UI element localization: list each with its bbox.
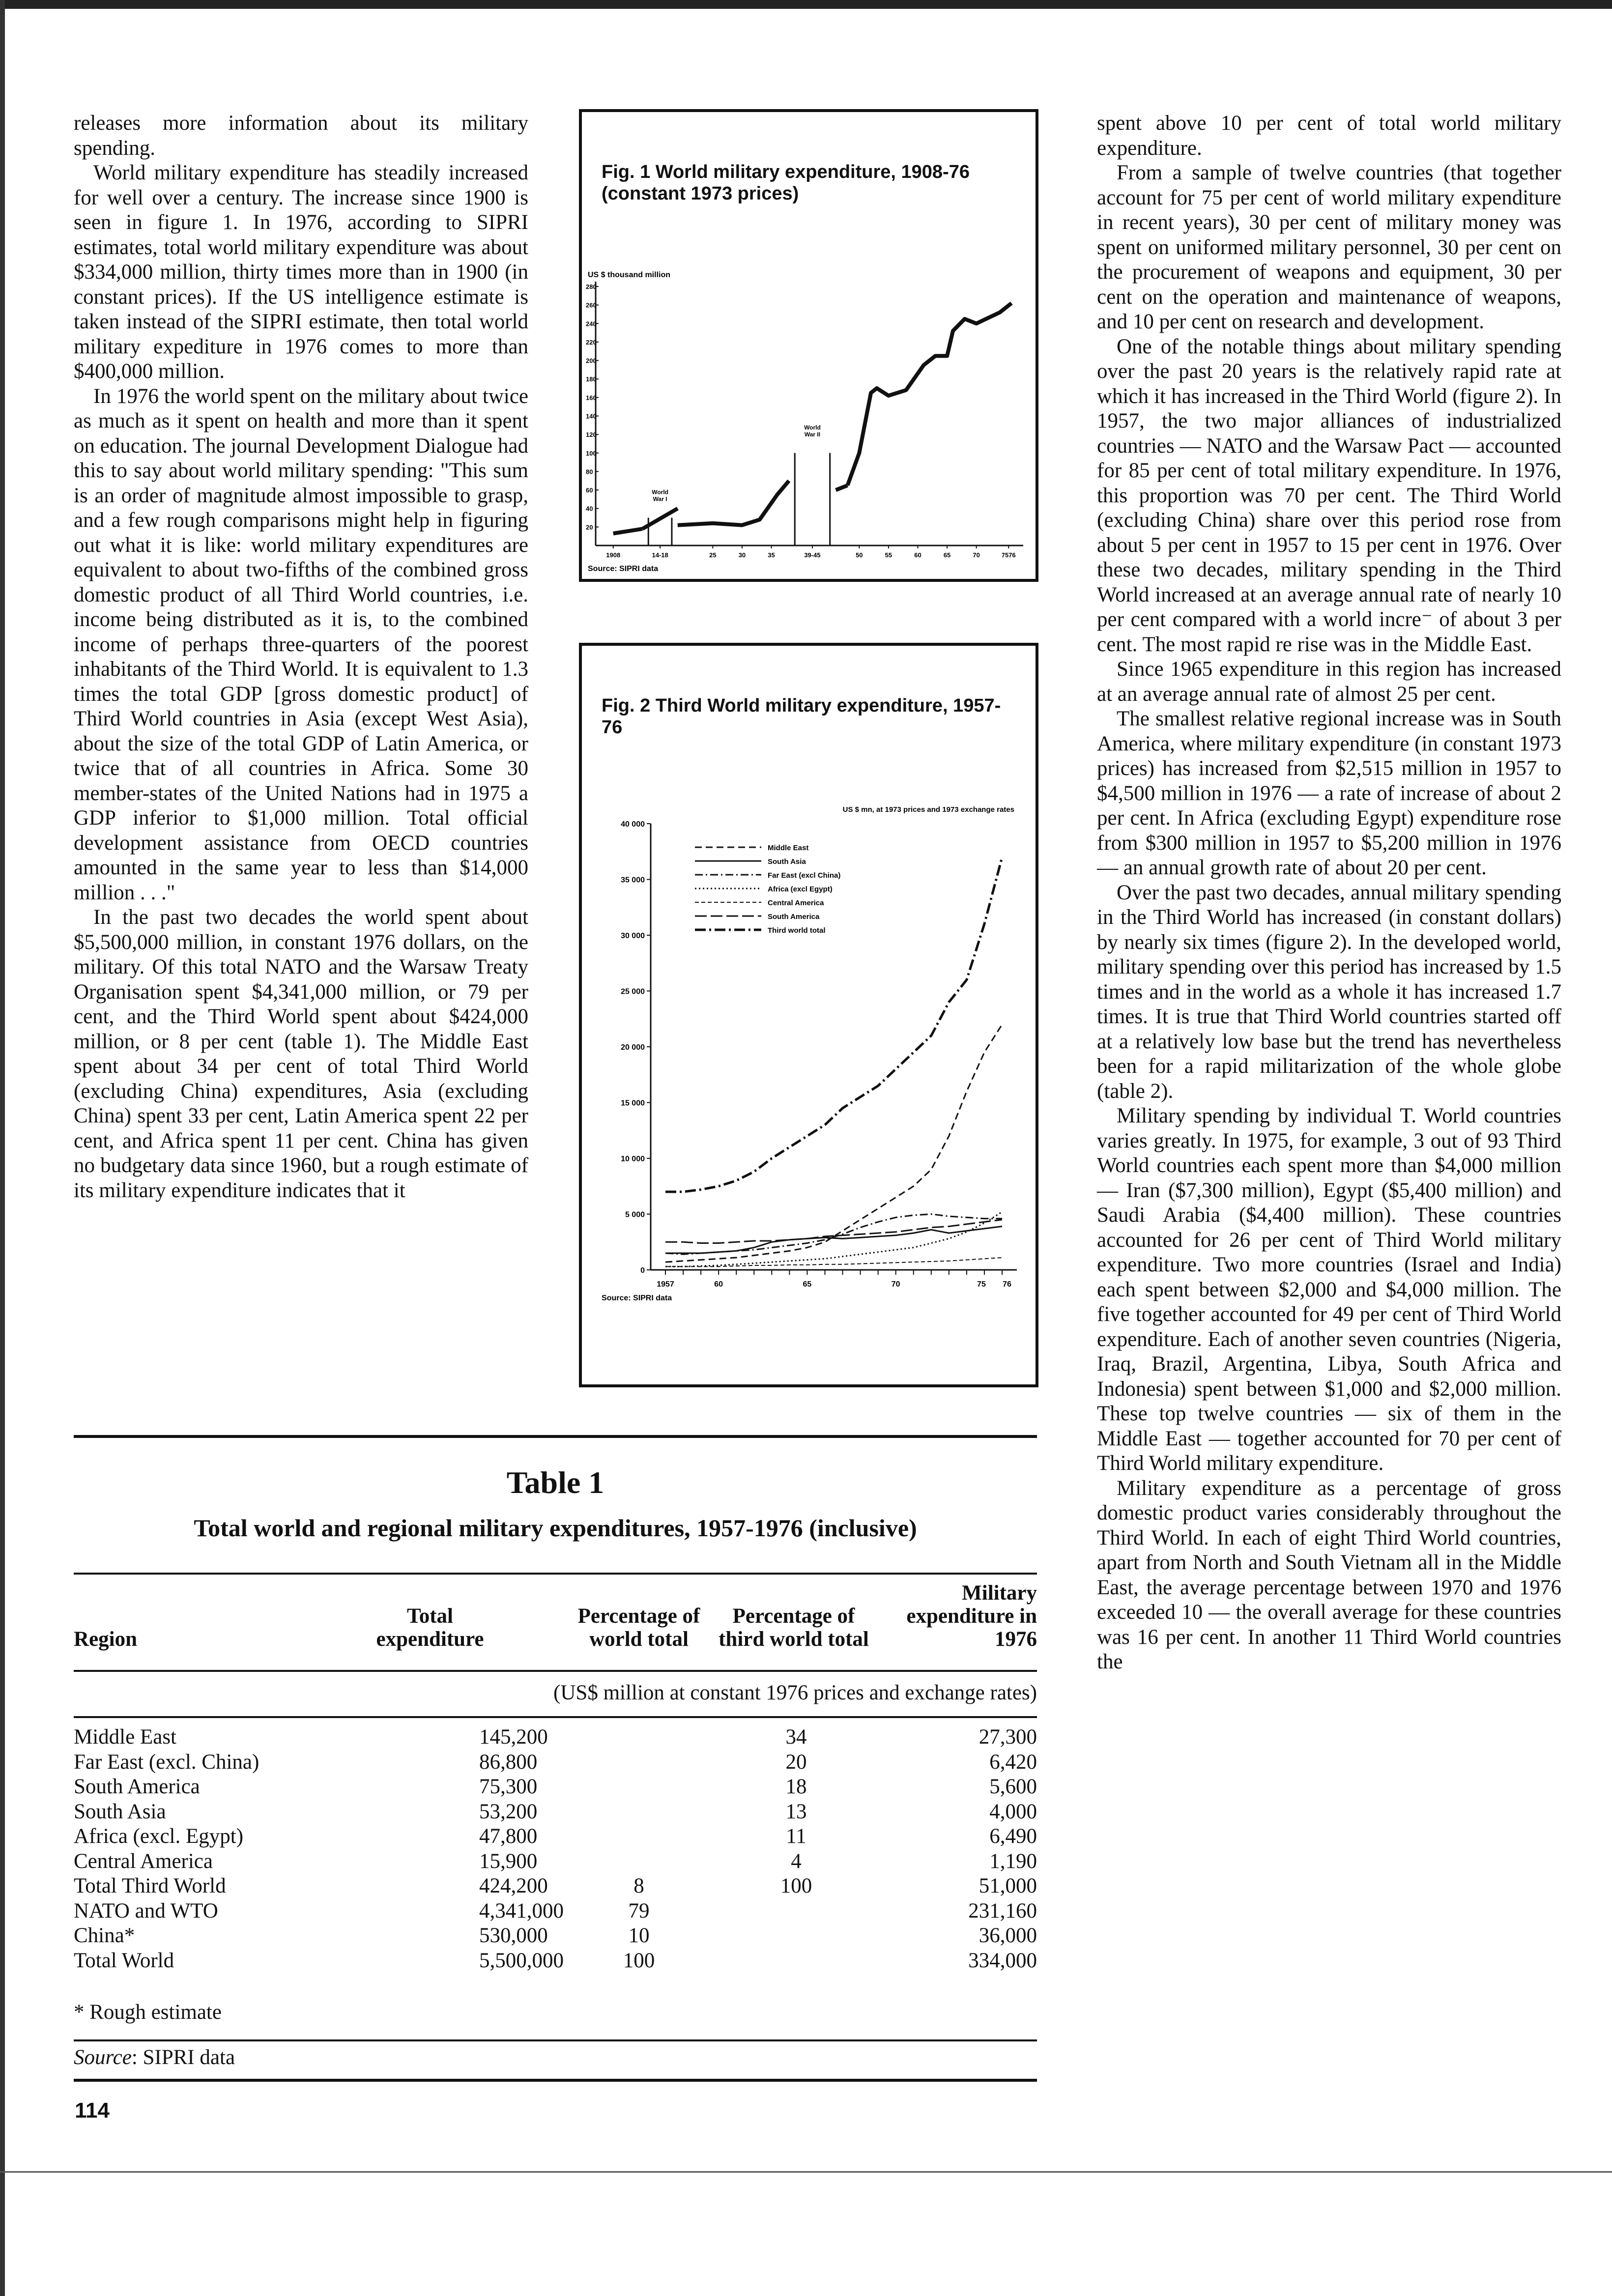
cell-pct-third: 4 bbox=[791, 1849, 802, 1873]
legend-entry: Third world total bbox=[768, 926, 826, 935]
table-units-rule bbox=[74, 1670, 1037, 1672]
paragraph: One of the notable things about military spending over the past 20 years is the relatively rapid rate at which it has increased in the Third World (figure 2). In 1957, the two major alliances of industrialized countries — NATO and the Warsaw Pact — accounted for 85 per cent of total military expenditure. In 1976, this proportion was 70 per cent. The Third World (excluding China) share over this period rose from about 5 per cent in 1957 to 15 per cent in 1976. Over these two decades, military spending in the Third World increased at an average annual rate of nearly 10 per cent compared with a world incre⁻ of about 3 per cent. The most rapid re rise was in the Middle East. bbox=[1097, 335, 1561, 656]
paragraph: Military spending by individual T. World countries varies greatly. In 1975, for example, 3 out of 93 Third World countries each spent more than $4,000 million — Iran ($7,300 million), Egypt ($5,400 million) and Saudi Arabia ($4,400 million). These countries accounted for 26 per cent of Third World military expenditure. Two more countries (Israel and India) each spent between $2,000 and $4,000 million. The five together accounted for 49 per cent of Third World expenditure. Each of another seven countries (Nigeria, Iraq, Brazil, Argentina, Libya, South Africa and Indonesia) spent between $1,000 and $2,000 million. These top twelve countries — six of them in the Middle East — together accounted for 70 per cent of Third World military expenditure. bbox=[1097, 1104, 1561, 1475]
y-tick-label: 180 bbox=[586, 375, 597, 383]
table-header-rule bbox=[74, 1573, 1037, 1575]
expenditure-line bbox=[678, 481, 789, 525]
legend-entry: South Asia bbox=[768, 858, 806, 866]
cell-mil-1976: 51,000 bbox=[979, 1874, 1037, 1897]
table-source-text: : SIPRI data bbox=[131, 2046, 235, 2069]
y-tick-label: 30 000 bbox=[621, 932, 645, 940]
y-tick-label: 25 000 bbox=[621, 987, 645, 996]
header-mil-1976: Military expenditure in 1976 bbox=[906, 1581, 1037, 1651]
x-tick-label: 1957 bbox=[657, 1280, 674, 1289]
war-label: War II bbox=[804, 430, 821, 438]
x-tick-label: 76 bbox=[1003, 1280, 1011, 1289]
table-title: Total world and regional military expenditures, 1957-1976 (inclusive) bbox=[194, 1514, 917, 1542]
war-label: World bbox=[652, 488, 668, 496]
expenditure-line bbox=[613, 529, 643, 533]
war-label: World bbox=[804, 424, 821, 431]
table-number: Table 1 bbox=[506, 1465, 604, 1500]
y-tick-label: 0 bbox=[640, 1266, 645, 1275]
cell-mil-1976: 4,000 bbox=[989, 1800, 1037, 1823]
table-units: (US$ million at constant 1976 prices and exchange rates) bbox=[553, 1681, 1037, 1704]
cell-region: Africa (excl. Egypt) bbox=[74, 1825, 244, 1848]
paragraph: In 1976 the world spent on the military about twice as much as it spent on health and more than it spent on education. The journal Development Dialogue had this to say about world military spending: "This sum is an order of magnitude almost impossible to grasp, and a few rough comparisons might help in figuring out what it is like: world military expenditures are equivalent to about two-fifths of the combined gross domestic product of all Third World countries, i.e. income being distributed as it is, to the combined income of perhaps three-quarters of the poorest inhabitants of the Third World. It is equivalent to 1.3 times the total GDP [gross domestic product] of Third World countries in Asia (except West Asia), about the size of the total GDP of Latin America, or twice that of all countries in Africa. Some 30 member-states of the United Nations had in 1975 a GDP inferior to $1,000 million. Total official development assistance from OECD countries amounted in the same year to less than $14,000 million . . ." bbox=[74, 384, 528, 904]
figure-2-title: Fig. 2 Third World military expenditure, 1957-76 bbox=[602, 695, 1001, 738]
figure-1-chart bbox=[582, 112, 1036, 579]
y-tick-label: 80 bbox=[586, 468, 593, 476]
y-tick-label: 40 000 bbox=[621, 820, 645, 829]
cell-region: Middle East bbox=[74, 1725, 176, 1749]
cell-pct-world: 100 bbox=[623, 1949, 655, 1972]
figure-1-source: Source: SIPRI data bbox=[588, 565, 659, 573]
y-tick-label: 220 bbox=[586, 338, 597, 346]
cell-region: Central America bbox=[74, 1849, 213, 1873]
cell-total: 86,800 bbox=[479, 1750, 538, 1774]
legend-entry: South America bbox=[768, 913, 820, 921]
cell-region: NATO and WTO bbox=[74, 1899, 218, 1923]
cell-mil-1976: 1,190 bbox=[989, 1849, 1037, 1873]
figure-1 bbox=[579, 109, 1038, 582]
y-axis-label: US $ mn, at 1973 prices and 1973 exchange rates bbox=[842, 805, 1014, 814]
cell-pct-world: 10 bbox=[628, 1924, 650, 1947]
table-source-label: Source bbox=[74, 2046, 132, 2069]
header-region: Region bbox=[74, 1628, 137, 1651]
x-tick-label: 60 bbox=[714, 1280, 723, 1289]
page-number: 114 bbox=[75, 2098, 110, 2123]
x-tick-label: 25 bbox=[709, 551, 717, 559]
y-tick-label: 100 bbox=[586, 449, 597, 457]
cell-mil-1976: 334,000 bbox=[968, 1949, 1037, 1972]
expenditure-line bbox=[848, 303, 1012, 486]
y-tick-label: 260 bbox=[586, 301, 597, 309]
y-tick-label: 200 bbox=[586, 357, 597, 365]
cell-pct-third: 34 bbox=[785, 1725, 807, 1749]
y-tick-label: 240 bbox=[586, 320, 597, 328]
header-pct-world: Percentage of world total bbox=[577, 1605, 700, 1651]
y-tick-label: 140 bbox=[586, 412, 597, 420]
series-line bbox=[665, 1220, 1002, 1243]
paragraph: The smallest relative regional increase was in South America, where military expenditure (in constant 1973 prices) has increased from $2,515 million in 1957 to $4,500 million in 1976 — a rate of increase of about 2 per cent. In Africa (excluding Egypt) expenditure rose from $300 million in 1957 to $5,200 million in 1976 — an annual growth rate of about 20 per cent. bbox=[1097, 707, 1561, 879]
cell-total: 4,341,000 bbox=[479, 1899, 564, 1923]
cell-total: 424,200 bbox=[479, 1874, 548, 1897]
cell-pct-third: 100 bbox=[780, 1874, 812, 1897]
header-pct-third: Percentage of third world total bbox=[719, 1605, 869, 1651]
legend-entry: Central America bbox=[768, 899, 824, 907]
y-tick-label: 60 bbox=[586, 487, 593, 494]
cell-mil-1976: 6,490 bbox=[989, 1825, 1037, 1848]
y-tick-label: 10 000 bbox=[621, 1155, 645, 1163]
cell-mil-1976: 36,000 bbox=[979, 1924, 1037, 1947]
y-tick-label: 40 bbox=[586, 505, 593, 513]
y-axis-label: US $ thousand million bbox=[588, 271, 671, 279]
cell-total: 5,500,000 bbox=[479, 1949, 564, 1972]
cell-total: 47,800 bbox=[479, 1825, 538, 1848]
cell-pct-third: 13 bbox=[785, 1800, 807, 1823]
bottom-border bbox=[0, 2171, 1612, 2173]
war-label: War I bbox=[653, 495, 667, 503]
figure-2-source: Source: SIPRI data bbox=[602, 1294, 672, 1302]
legend-entry: Middle East bbox=[768, 844, 809, 852]
cell-total: 15,900 bbox=[479, 1849, 538, 1873]
cell-region: South Asia bbox=[74, 1800, 166, 1823]
x-tick-label: 35 bbox=[768, 551, 775, 559]
cell-region: Total Third World bbox=[74, 1874, 226, 1897]
x-tick-label: 39-45 bbox=[804, 551, 821, 559]
cell-pct-world: 79 bbox=[628, 1899, 650, 1923]
table-top-rule bbox=[74, 1435, 1037, 1438]
cell-pct-third: 11 bbox=[786, 1825, 806, 1848]
table-source bbox=[74, 2045, 235, 2070]
y-tick-label: 280 bbox=[586, 283, 597, 290]
y-tick-label: 5 000 bbox=[625, 1210, 645, 1219]
x-tick-label: 30 bbox=[738, 551, 746, 559]
cell-region: South America bbox=[74, 1775, 200, 1798]
x-tick-label: 70 bbox=[973, 551, 980, 559]
series-line bbox=[665, 1258, 1002, 1266]
series-line bbox=[665, 1214, 1002, 1255]
right-text-column bbox=[1097, 111, 1561, 1675]
x-tick-label: 75 bbox=[977, 1280, 986, 1289]
cell-region: China* bbox=[74, 1924, 135, 1947]
table-footnote: * Rough estimate bbox=[74, 2001, 222, 2024]
x-tick-label: 60 bbox=[914, 551, 921, 559]
cell-mil-1976: 27,300 bbox=[979, 1725, 1037, 1749]
x-tick-label: 1908 bbox=[606, 551, 621, 559]
header-total: Total expenditure bbox=[376, 1605, 484, 1651]
figure-2-chart bbox=[582, 646, 1036, 1384]
series-line bbox=[665, 857, 1002, 1192]
cell-mil-1976: 231,160 bbox=[968, 1899, 1037, 1923]
paragraph: In the past two decades the world spent about $5,500,000 million, in constant 1976 dollars, on the military. Of this total NATO and the Warsaw Treaty Organisation spent $4,341,000 million, or 79 per cent, and the Third World spent about $424,000 million, or 8 per cent (table 1). The Middle East spent about 34 per cent of total Third World (excluding China) expenditures, Asia (excluding China) spent 33 per cent, Latin America spent 22 per cent, and Africa spent 11 per cent. China has given no budgetary data since 1960, but a rough estimate of its military expenditure indicates that it bbox=[74, 906, 528, 1202]
expenditure-line bbox=[836, 486, 848, 490]
paragraph: From a sample of twelve countries (that together account for 75 per cent of world military expenditure in recent years), 30 per cent of military money was spent on uniformed military personnel, 30 per cent on the procurement of weapons and equipment, 30 per cent on the operation and maintenance of weapons, and 10 per cent on research and development. bbox=[1097, 161, 1561, 333]
cell-pct-third: 20 bbox=[785, 1750, 807, 1774]
left-text-column bbox=[74, 111, 528, 1203]
paragraph: World military expenditure has steadily increased for well over a century. The increase since 1900 is seen in figure 1. In 1976, according to SIPRI estimates, total world military expenditure was about $334,000 million, thirty times more than in 1900 (in constant prices). If the US intelligence estimate is taken instead of the SIPRI estimate, then total world military expediture in 1976 comes to more than $400,000 million. bbox=[74, 161, 528, 383]
series-line bbox=[665, 1227, 1002, 1254]
cell-total: 145,200 bbox=[479, 1725, 548, 1749]
y-tick-label: 35 000 bbox=[621, 876, 645, 885]
table-body-rule bbox=[74, 1716, 1037, 1718]
x-tick-label: 50 bbox=[856, 551, 863, 559]
y-tick-label: 15 000 bbox=[621, 1099, 645, 1108]
series-line bbox=[665, 1212, 1002, 1266]
figure-2 bbox=[579, 643, 1038, 1387]
top-border bbox=[0, 0, 1612, 9]
paragraph: Military expenditure as a percentage of gross domestic product varies considerably throughout the Third World. In each of eight Third World countries, apart from North and South Vietnam all in the Middle East, the average percentage between 1970 and 1976 exceeded 10 — the overall average for these countries was 16 per cent. In another 11 Third World countries the bbox=[1097, 1476, 1561, 1673]
cell-mil-1976: 5,600 bbox=[989, 1775, 1037, 1798]
table-bottom-rule bbox=[74, 2039, 1037, 2041]
y-tick-label: 20 000 bbox=[621, 1043, 645, 1052]
left-border bbox=[0, 0, 5, 2296]
y-tick-label: 120 bbox=[586, 431, 597, 439]
paragraph: spent above 10 per cent of total world military expenditure. bbox=[1097, 112, 1561, 160]
cell-total: 75,300 bbox=[479, 1775, 538, 1798]
figure-1-title: Fig. 1 World military expenditure, 1908-76 (constant 1973 prices) bbox=[602, 162, 970, 204]
table-end-rule bbox=[74, 2079, 1037, 2082]
cell-mil-1976: 6,420 bbox=[989, 1750, 1037, 1774]
cell-pct-third: 18 bbox=[785, 1775, 807, 1798]
x-tick-label: 7576 bbox=[1001, 551, 1016, 559]
legend-entry: Far East (excl China) bbox=[768, 871, 841, 880]
x-tick-label: 55 bbox=[885, 551, 892, 559]
y-tick-label: 20 bbox=[586, 523, 593, 531]
legend-entry: Africa (excl Egypt) bbox=[768, 885, 833, 893]
cell-region: Far East (excl. China) bbox=[74, 1750, 259, 1774]
y-tick-label: 160 bbox=[586, 394, 597, 402]
x-tick-label: 65 bbox=[803, 1280, 812, 1289]
x-tick-label: 65 bbox=[943, 551, 951, 559]
x-tick-label: 70 bbox=[891, 1280, 900, 1289]
paragraph: releases more information about its military spending. bbox=[74, 112, 528, 160]
paragraph: Over the past two decades, annual military spending in the Third World has increased (in constant dollars) by nearly six times (figure 2). In the developed world, military spending over this period has increased by 1.5 times and in the world as a whole it has increased 1.7 times. It is true that Third World countries started off at a relatively low base but the trend has nevertheless been for a rapid militarization of the whole globe (table 2). bbox=[1097, 881, 1561, 1103]
x-tick-label: 14-18 bbox=[652, 551, 668, 559]
cell-total: 530,000 bbox=[479, 1924, 548, 1947]
cell-total: 53,200 bbox=[479, 1800, 538, 1823]
cell-pct-world: 8 bbox=[633, 1874, 644, 1897]
cell-region: Total World bbox=[74, 1949, 174, 1972]
paragraph: Since 1965 expenditure in this region has increased at an average annual rate of almost 25 per cent. bbox=[1097, 658, 1561, 706]
